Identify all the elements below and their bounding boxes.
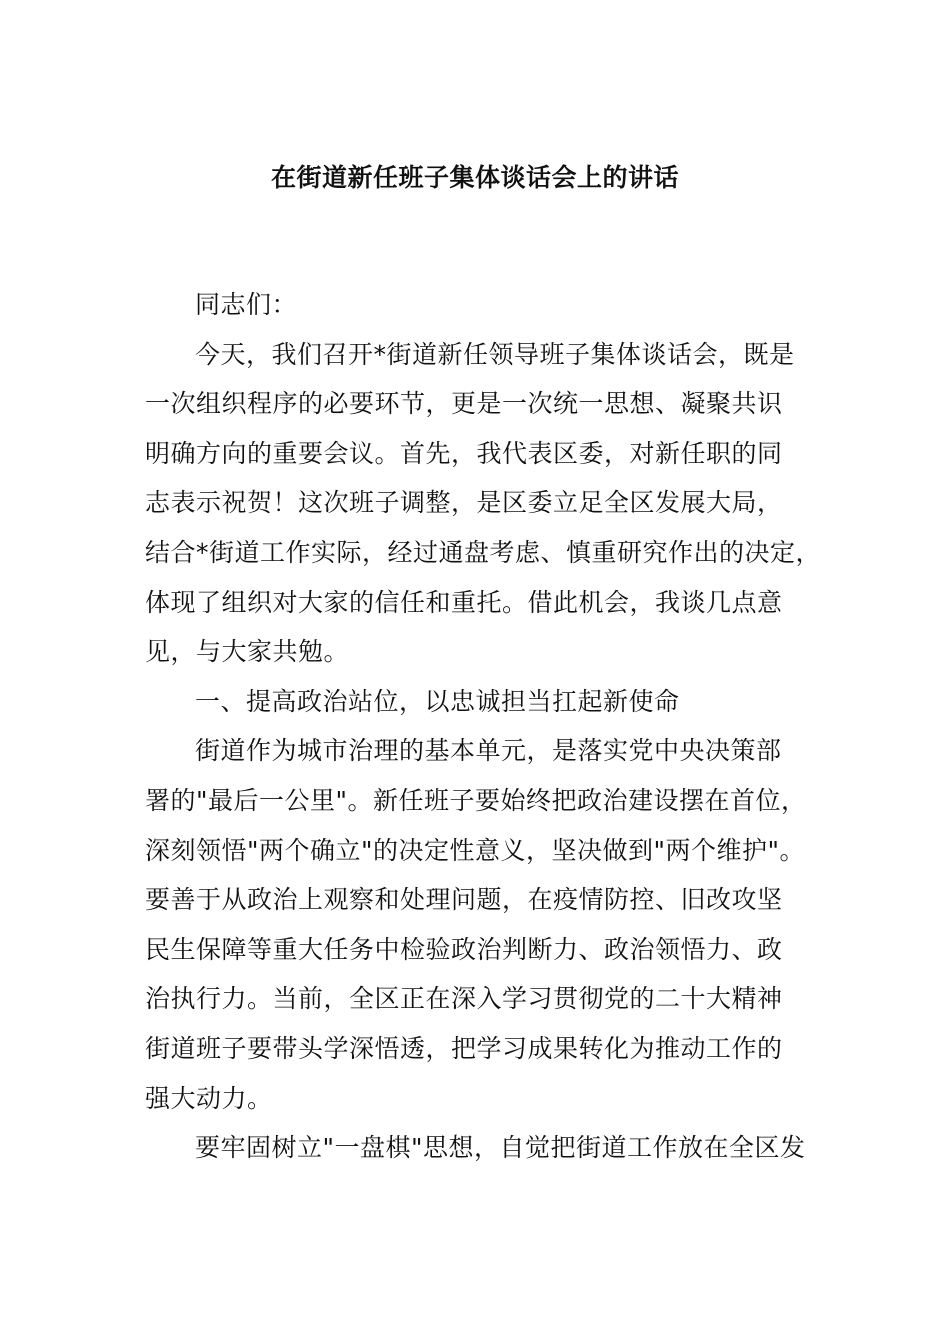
- text-line: 强大动力。: [145, 1083, 273, 1113]
- text-line: 一、提高政治站位，以忠诚担当扛起新使命: [195, 686, 680, 716]
- text-line: 今天，我们召开*街道新任领导班子集体谈话会，既是: [195, 339, 795, 369]
- text-line: 见，与大家共勉。: [145, 637, 350, 667]
- text-line: 署的"最后一公里"。新任班子要始终把政治建设摆在首位，: [145, 785, 807, 815]
- text-line: 体现了组织对大家的信任和重托。借此机会，我谈几点意: [145, 587, 783, 617]
- text-line: 民生保障等重大任务中检验政治判断力、政治领悟力、政: [145, 934, 783, 964]
- text-line: 明确方向的重要会议。首先，我代表区委，对新任职的同: [145, 438, 783, 468]
- text-line: 街道班子要带头学深悟透，把学习成果转化为推动工作的: [145, 1033, 783, 1063]
- text-line: 要牢固树立"一盘棋"思想，自觉把街道工作放在全区发: [195, 1133, 806, 1163]
- text-line: 志表示祝贺！这次班子调整，是区委立足全区发展大局，: [145, 488, 783, 518]
- text-line: 结合*街道工作实际，经过通盘考虑、慎重研究作出的决定，: [145, 537, 822, 567]
- text-line: 一次组织程序的必要环节，更是一次统一思想、凝聚共识: [145, 389, 783, 419]
- document-title: 在街道新任班子集体谈话会上的讲话: [270, 163, 679, 192]
- text-line: 同志们：: [195, 290, 298, 319]
- document-body: [145, 280, 822, 1173]
- text-line: 街道作为城市治理的基本单元，是落实党中央决策部: [195, 736, 782, 766]
- text-line: 要善于从政治上观察和处理问题，在疫情防控、旧改攻坚: [145, 885, 783, 915]
- text-line: 深刻领悟"两个确立"的决定性意义，坚决做到"两个维护"。: [145, 835, 805, 865]
- text-line: 治执行力。当前，全区正在深入学习贯彻党的二十大精神: [145, 984, 783, 1014]
